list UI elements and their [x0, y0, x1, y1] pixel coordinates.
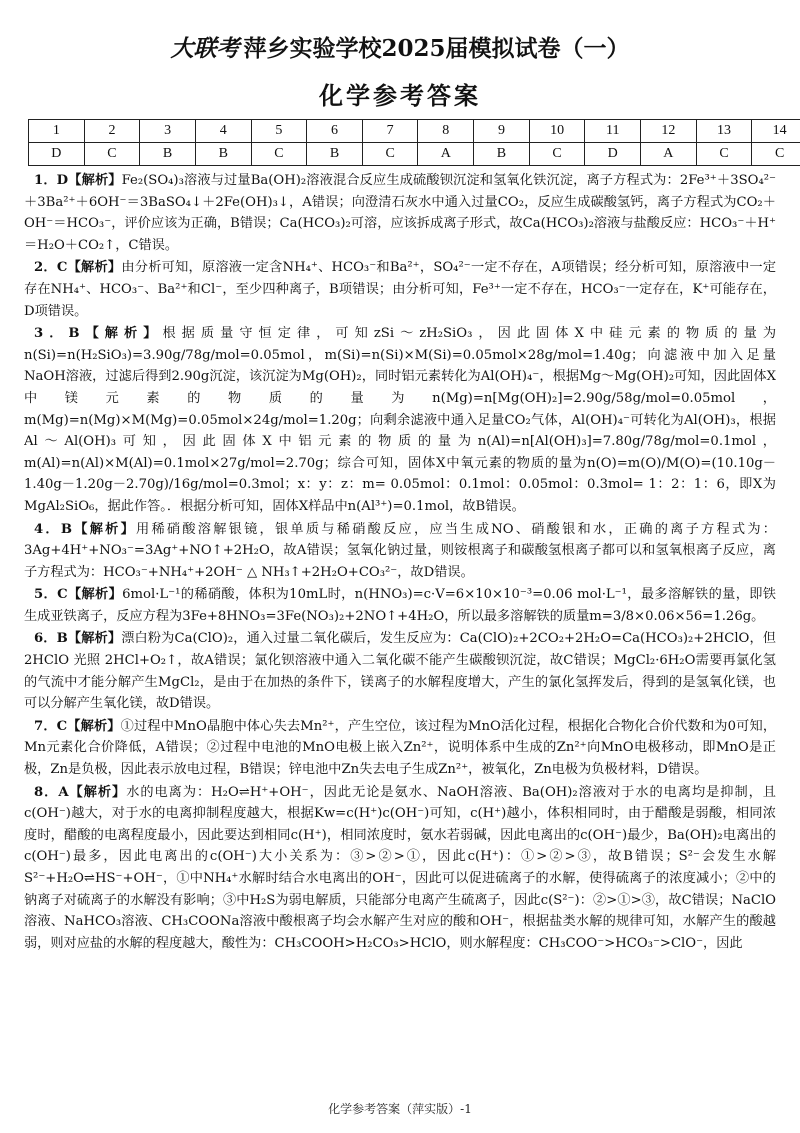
explanation-item [24, 170, 776, 256]
answer-cell: D [585, 143, 641, 166]
question-number-cell: 9 [474, 120, 530, 143]
question-number-cell: 3 [140, 120, 196, 143]
answer-cell: C [251, 143, 307, 166]
explanation-text: 漂白粉为Ca(ClO)₂，通入过量二氧化碳后，发生反应为：Ca(ClO)₂+2CO₂+2H₂O=Ca(HCO₃)₂+2HClO，但2HClO 光照 2HCl+O₂↑，故A错误；氯化钡溶液中通入二氧化碳不能产生碳酸钡沉淀，故C错误；MgCl₂·6H₂O需要再氯化氢的气流中才能分解产生MgCl₂，是由于在加热的条件下，镁离子的水解程度增大，产生的氯化氢挥发后，得到的是氢氧化镁，也可以分解产生氧化镁，故D错误。 [24, 631, 776, 712]
exam-title-text: 萍乡实验学校2025届模拟试卷（一） [243, 35, 630, 62]
question-number-cell: 12 [641, 120, 697, 143]
question-number-row [29, 120, 800, 143]
question-number-cell: 13 [696, 120, 752, 143]
explanation-text: 6mol·L⁻¹的稀硝酸，体积为10mL时，n(HNO₃)=c·V=6×10×10⁻³=0.06 mol·L⁻¹，最多溶解铁的量，即铁生成亚铁离子，反应方程为3Fe+8HNO₃=3Fe(NO₃)₂+2NO↑+4H₂O，所以最多溶解铁的质量m=3/8×0.06×56=1.26g。 [24, 587, 776, 624]
question-number-cell: 2 [84, 120, 140, 143]
answer-cell: B [140, 143, 196, 166]
explanation-tag: 1．D【解析】 [34, 173, 122, 188]
question-number-cell: 6 [307, 120, 363, 143]
explanation-tag: 2．C【解析】 [34, 260, 122, 276]
page-footer: 化学参考答案（萍实版）-1 [328, 1102, 472, 1116]
explanation-item [24, 323, 776, 517]
explanation-text: 用稀硝酸溶解银镜，银单质与稀硝酸反应，应当生成NO、硝酸银和水，正确的离子方程式为：3Ag+4H⁺+NO₃⁻=3Ag⁺+NO↑+2H₂O，故A错误；氢氧化钠过量，则铵根离子和碳酸氢根离子都可以和氢氧根离子反应，离子方程式为：HCO₃⁻+NH₄⁺+2OH⁻ △ NH₃↑+2H₂O+CO₃²⁻，故D错误。 [24, 521, 776, 580]
answer-cell: C [529, 143, 585, 166]
answer-cell: C [752, 143, 800, 166]
answer-cell: B [195, 143, 251, 166]
explanation-item [24, 716, 776, 781]
answer-table [28, 119, 800, 166]
explanation-text: ①过程中MnO晶胞中体心失去Mn²⁺，产生空位，该过程为MnO活化过程，根据化合物化合价代数和为0可知，Mn元素化合价降低，A错误；②过程中电池的MnO电极上嵌入Zn²⁺，说明体系中生成的Zn²⁺向MnO电极移动，即MnO是正极，Zn是负极，因此表示放电过程，B错误；锌电池中Zn失去电子生成Zn²⁺，被氧化，Zn电极为负极材料，D错误。 [24, 718, 776, 778]
answer-cell: C [84, 143, 140, 166]
question-number-cell: 8 [418, 120, 474, 143]
question-number-cell: 11 [585, 120, 641, 143]
explanation-tag: 8．A【解析】 [34, 784, 127, 800]
answer-cell: D [29, 143, 85, 166]
answer-cell: C [696, 143, 752, 166]
explanation-text: 由分析可知，原溶液一定含NH₄⁺、HCO₃⁻和Ba²⁺，SO₄²⁻一定不存在，A项错误；经分析可知，原溶液中一定存在NH₄⁺、HCO₃⁻、Ba²⁺和Cl⁻，至少四种离子，B项错误；由分析可知，Fe³⁺一定不存在，HCO₃⁻一定存在，K⁺可能存在，D项错误。 [24, 260, 776, 319]
explanation-item [24, 782, 776, 955]
question-number-cell: 1 [29, 120, 85, 143]
answer-row [29, 143, 800, 166]
explanation-text: 水的电离为：H₂O⇌H⁺+OH⁻，因此无论是氨水、NaOH溶液、Ba(OH)₂溶液对于水的电离均是抑制，且c(OH⁻)越大，对于水的电离抑制程度越大，根据Kw=c(H⁺)c(OH⁻)可知，c(H⁺)越小，体积相同时，由于醋酸是弱酸，相同浓度时，醋酸的电离程度最小，因此要达到相同c(H⁺)，相同浓度时，氨水若弱碱，因此电离出的c(OH⁻)最少，Ba(OH)₂电离出的c(OH⁻)最多，因此电离出的c(OH⁻)大小关系为：③>②>①，因此c(H⁺)：①>②>③，故B错误；S²⁻会发生水解S²⁻+H₂O⇌HS⁻+OH⁻，①中NH₄⁺水解时结合水电离出的OH⁻，因此可以促进硫离子的水解，使得硫离子的浓度减小；②中的钠离子对硫离子的水解没有影响；③中H₂S为弱电解质，只能部分电离产生硫离子，因此c(S²⁻)：②>①>③，故C错误；NaClO溶液、NaHCO₃溶液、CH₃COONa溶液中酸根离子均会水解产生对应的酸和OH⁻，根据盐类水解的规律可知，水解产生的酸越弱，则对应盐的水解的程度越大，酸性为：CH₃COOH>H₂CO₃>HClO，则水解程度：CH₃COO⁻>HCO₃⁻>ClO⁻，因此 [24, 784, 776, 951]
question-number-cell: 10 [529, 120, 585, 143]
explanation-tag: 3．B【解析】 [34, 326, 163, 342]
explanation-tag: 7．C【解析】 [34, 718, 121, 734]
question-number-cell: 7 [362, 120, 418, 143]
answer-cell: B [307, 143, 363, 166]
explanation-tag: 6．B【解析】 [34, 631, 122, 647]
answer-cell: A [418, 143, 474, 166]
explanation-tag: 4．B【解析】 [34, 521, 137, 537]
explanation-tag: 5．C【解析】 [34, 587, 123, 603]
explanation-item [24, 628, 776, 714]
exam-title [0, 30, 800, 63]
answer-cell: A [641, 143, 697, 166]
explanation-item [24, 257, 776, 322]
brand-logo-text: 大联考 [170, 35, 240, 62]
answer-cell: B [474, 143, 530, 166]
explanation-item [24, 584, 776, 627]
question-number-cell: 4 [195, 120, 251, 143]
question-number-cell: 14 [752, 120, 800, 143]
answer-cell: C [362, 143, 418, 166]
explanation-text: 根据质量守恒定律，可知zSi～zH₂SiO₃，因此固体X中硅元素的物质的量为n(Si)=n(H₂SiO₃)=3.90g/78g/mol=0.05mol，m(Si)=n(Si)×M(Si)=0.05mol×28g/mol=1.40g；向滤液中加入足量NaOH溶液，过滤后得到2.90g沉淀，该沉淀为Mg(OH)₂，同时铝元素转化为Al(OH)₄⁻，根据Mg～Mg(OH)₂可知，因此固体X中镁元素的物质的量为n(Mg)=n[Mg(OH)₂]=2.90g/58g/mol=0.05mol，m(Mg)=n(Mg)×M(Mg)=0.05mol×24g/mol=1.20g；向剩余滤液中通入足量CO₂气体，Al(OH)₄⁻可转化为Al(OH)₃，根据Al～Al(OH)₃可知，因此固体X中铝元素的物质的量为n(Al)=n[Al(OH)₃]=7.80g/78g/mol=0.1mol，m(Al)=n(Al)×M(Al)=0.1mol×27g/mol=2.70g；综合可知，固体X中氧元素的物质的量为n(O)=m(O)/M(O)=(10.10g－1.40g－1.20g－2.70g)/16g/mol=0.3mol；x：y：z：m= 0.05mol：0.1mol：0.05mol：0.3mol= 1：2：1：6，即X为MgAl₂SiO₆，据此作答。．根据分析可知，固体X样品中n(Al³⁺)=0.1mol，故B错误。 [24, 326, 776, 514]
explanation-item [24, 519, 776, 584]
page-subtitle: 化学参考答案 [319, 81, 481, 110]
question-number-cell: 5 [251, 120, 307, 143]
explanation-text: Fe₂(SO₄)₃溶液与过量Ba(OH)₂溶液混合反应生成硫酸钡沉淀和氢氧化铁沉淀，离子方程式为：2Fe³⁺＋3SO₄²⁻＋3Ba²⁺＋6OH⁻＝3BaSO₄↓＋2Fe(OH)₃↓，A错误；向澄清石灰水中通入过量CO₂，反应生成碳酸氢钙，离子方程式为CO₂＋OH⁻＝HCO₃⁻，评价应该为正确，B错误；Ca(HCO₃)₂可溶，应该拆成离子形式，故Ca(HCO₃)₂溶液与盐酸反应：HCO₃⁻＋H⁺＝H₂O＋CO₂↑，C错误。 [24, 173, 776, 253]
explanation-list [24, 170, 776, 1080]
